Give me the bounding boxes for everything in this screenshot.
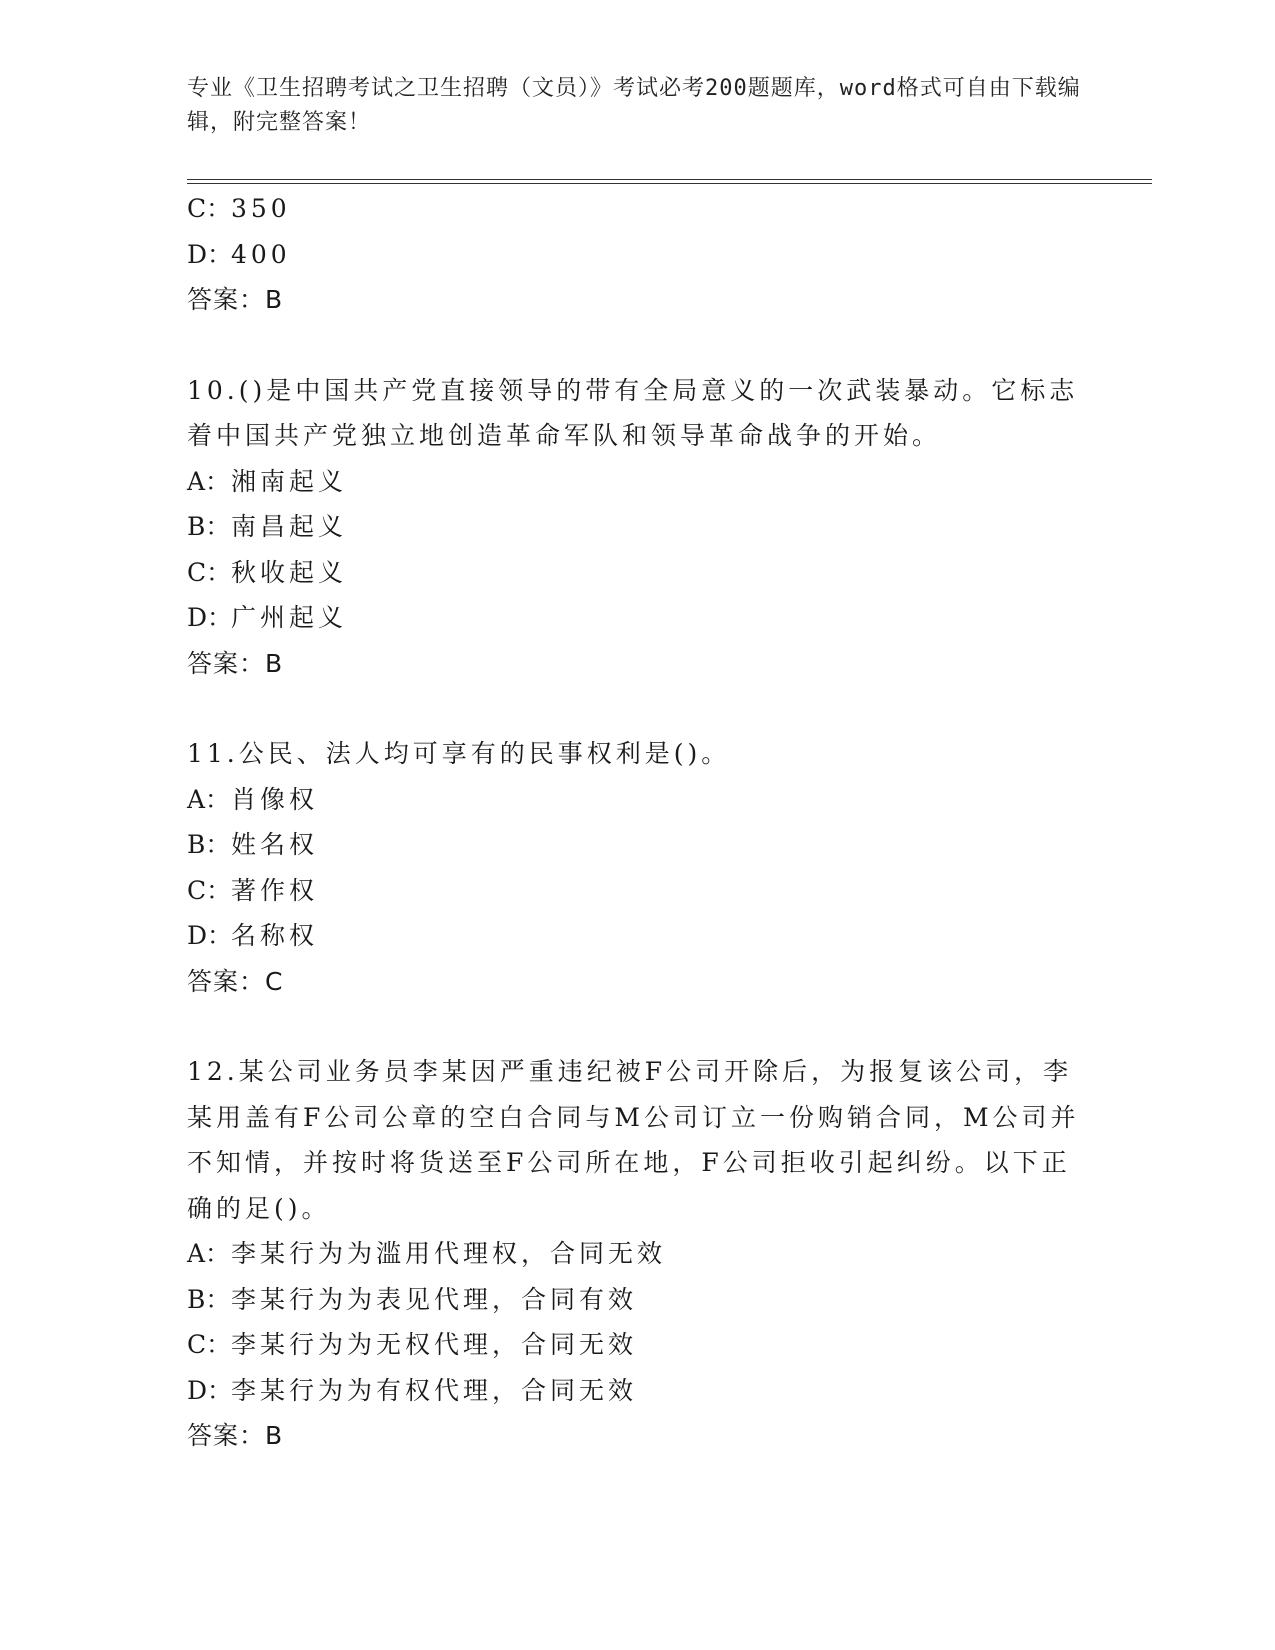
header-title: 专业《卫生招聘考试之卫生招聘（文员）》考试必考200题题库，word格式可自由下载编辑，附完整答案！ bbox=[187, 76, 1081, 135]
question-12 bbox=[187, 1049, 1087, 1459]
option-c: C：李某行为为无权代理，合同无效 bbox=[187, 1330, 638, 1359]
answer: 答案：B bbox=[187, 1421, 284, 1450]
question-stem: 12.某公司业务员李某因严重违纪被F公司开除后，为报复该公司，李某用盖有F公司公章的空白合同与M公司订立一份购销合同，M公司并不知情，并按时将货送至F公司所在地，F公司拒收引起纠纷。以下正确的足()。 bbox=[187, 1057, 1080, 1223]
option-c: C：著作权 bbox=[187, 875, 319, 905]
option-b: B：姓名权 bbox=[187, 830, 319, 859]
answer: 答案：C bbox=[187, 966, 284, 996]
option-d: D：广州起义 bbox=[187, 603, 348, 632]
option-d: D：李某行为为有权代理，合同无效 bbox=[187, 1375, 638, 1405]
answer: 答案：B bbox=[187, 648, 284, 678]
question-11 bbox=[187, 731, 1087, 1004]
spacer bbox=[187, 323, 1087, 368]
spacer bbox=[187, 1004, 1087, 1049]
option-c: C：秋收起义 bbox=[187, 557, 348, 587]
spacer bbox=[187, 686, 1087, 731]
option-b: B：李某行为为表见代理，合同有效 bbox=[187, 1284, 638, 1314]
question-list bbox=[187, 186, 1087, 1459]
option-a: A：李某行为为滥用代理权，合同无效 bbox=[187, 1239, 667, 1268]
option-c: C：350 bbox=[187, 194, 291, 223]
option-b: B：南昌起义 bbox=[187, 512, 348, 541]
option-d: D：400 bbox=[187, 239, 291, 269]
question-stem: 11.公民、法人均可享有的民事权利是()。 bbox=[187, 739, 731, 768]
question-stem: 10.()是中国共产党直接领导的带有全局意义的一次武装暴动。它标志着中国共产党独立地创造革命军队和领导革命战争的开始。 bbox=[187, 375, 1079, 450]
option-a: A：肖像权 bbox=[187, 784, 319, 814]
prev-question bbox=[187, 186, 1087, 323]
header-divider bbox=[187, 179, 1152, 184]
document-header bbox=[187, 72, 1087, 140]
answer: 答案：B bbox=[187, 285, 284, 314]
question-10 bbox=[187, 368, 1087, 687]
option-d: D：名称权 bbox=[187, 921, 319, 950]
option-a: A：湘南起义 bbox=[187, 466, 348, 496]
